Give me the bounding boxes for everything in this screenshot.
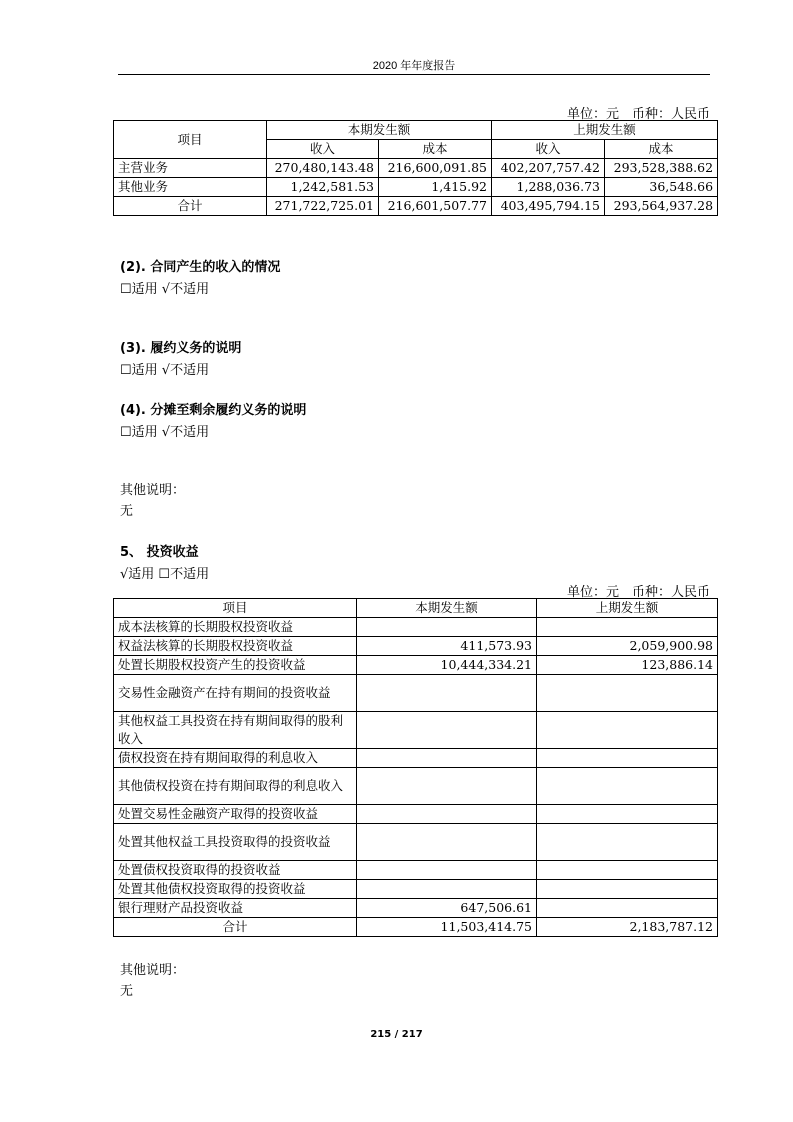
revenue-table [113,120,718,216]
cell-prior [537,712,718,749]
cell-value: 36,548.66 [605,178,718,197]
page-number: 215 / 217 [370,1029,423,1040]
table1-unit: 单位：元 币种：人民币 [566,107,710,122]
investment-income-table [113,598,718,937]
cell-prior [537,768,718,805]
cell-prior [537,824,718,861]
cell-current [357,618,537,637]
col-income-header: 收入 [492,140,605,159]
cell-prior [537,805,718,824]
row-label: 处置长期股权投资产生的投资收益 [114,656,357,675]
other-notes-value-2: 无 [120,984,134,999]
row-label: 主营业务 [114,159,267,178]
row-label: 银行理财产品投资收益 [114,899,357,918]
cell-current: 11,503,414.75 [357,918,537,937]
section-2-applicability: ☐适用 √不适用 [120,282,210,297]
cell-current [357,880,537,899]
cell-current [357,768,537,805]
col-prior-header: 上期发生额 [537,599,718,618]
cell-prior [537,861,718,880]
table-row [114,159,718,178]
cell-value: 403,495,794.15 [492,197,605,216]
table-row [114,918,718,937]
table-row [114,899,718,918]
section-5-applicability: √适用 ☐不适用 [120,567,210,582]
page-header: 2020 年年度报告 [372,60,456,72]
table-row [114,656,718,675]
row-label: 其他业务 [114,178,267,197]
cell-current [357,824,537,861]
cell-current [357,805,537,824]
table-row [114,197,718,216]
section-5-title: 5、 投资收益 [120,545,199,560]
table-row [114,824,718,861]
other-notes-label-2: 其他说明： [120,963,186,978]
cell-value: 293,528,388.62 [605,159,718,178]
section-3-applicability: ☐适用 √不适用 [120,363,210,378]
table-row [114,178,718,197]
header-divider [118,74,710,75]
cell-prior [537,880,718,899]
col-item-header: 项目 [114,121,267,159]
col-prior-header: 上期发生额 [492,121,718,140]
cell-value: 402,207,757.42 [492,159,605,178]
row-label: 成本法核算的长期股权投资收益 [114,618,357,637]
other-notes-value: 无 [120,504,134,519]
row-label: 交易性金融资产在持有期间的投资收益 [114,675,357,712]
cell-current [357,712,537,749]
table-row [114,675,718,712]
col-current-header: 本期发生额 [267,121,492,140]
table-row [114,637,718,656]
col-cost-header: 成本 [379,140,492,159]
cell-prior: 2,059,900.98 [537,637,718,656]
row-label: 其他债权投资在持有期间取得的利息收入 [114,768,357,805]
row-label: 合计 [114,918,357,937]
table-row [114,805,718,824]
row-label: 其他权益工具投资在持有期间取得的股利收入 [114,712,357,749]
cell-prior [537,899,718,918]
table-row [114,861,718,880]
col-cost-header: 成本 [605,140,718,159]
cell-current [357,749,537,768]
table-row [114,880,718,899]
table2-unit: 单位：元 币种：人民币 [566,585,710,600]
cell-prior [537,618,718,637]
cell-value: 271,722,725.01 [267,197,379,216]
section-3-title: (3). 履约义务的说明 [120,341,242,356]
cell-prior [537,749,718,768]
col-item-header: 项目 [114,599,357,618]
row-label: 处置其他债权投资取得的投资收益 [114,880,357,899]
row-label: 债权投资在持有期间取得的利息收入 [114,749,357,768]
cell-current: 411,573.93 [357,637,537,656]
cell-value: 216,600,091.85 [379,159,492,178]
row-label: 处置债权投资取得的投资收益 [114,861,357,880]
cell-current: 647,506.61 [357,899,537,918]
row-label: 处置交易性金融资产取得的投资收益 [114,805,357,824]
cell-prior: 123,886.14 [537,656,718,675]
cell-current [357,861,537,880]
cell-value: 270,480,143.48 [267,159,379,178]
cell-current [357,675,537,712]
table-row [114,618,718,637]
row-label: 处置其他权益工具投资取得的投资收益 [114,824,357,861]
cell-prior [537,675,718,712]
cell-value: 1,288,036.73 [492,178,605,197]
cell-value: 1,415.92 [379,178,492,197]
section-4-title: (4). 分摊至剩余履约义务的说明 [120,403,307,418]
cell-value: 293,564,937.28 [605,197,718,216]
col-income-header: 收入 [267,140,379,159]
cell-value: 216,601,507.77 [379,197,492,216]
row-label: 合计 [114,197,267,216]
table-row [114,768,718,805]
row-label: 权益法核算的长期股权投资收益 [114,637,357,656]
cell-current: 10,444,334.21 [357,656,537,675]
section-2-title: (2). 合同产生的收入的情况 [120,260,281,275]
cell-value: 1,242,581.53 [267,178,379,197]
section-4-applicability: ☐适用 √不适用 [120,425,210,440]
col-current-header: 本期发生额 [357,599,537,618]
other-notes-label: 其他说明： [120,483,186,498]
cell-prior: 2,183,787.12 [537,918,718,937]
table-row [114,712,718,749]
table-row [114,749,718,768]
